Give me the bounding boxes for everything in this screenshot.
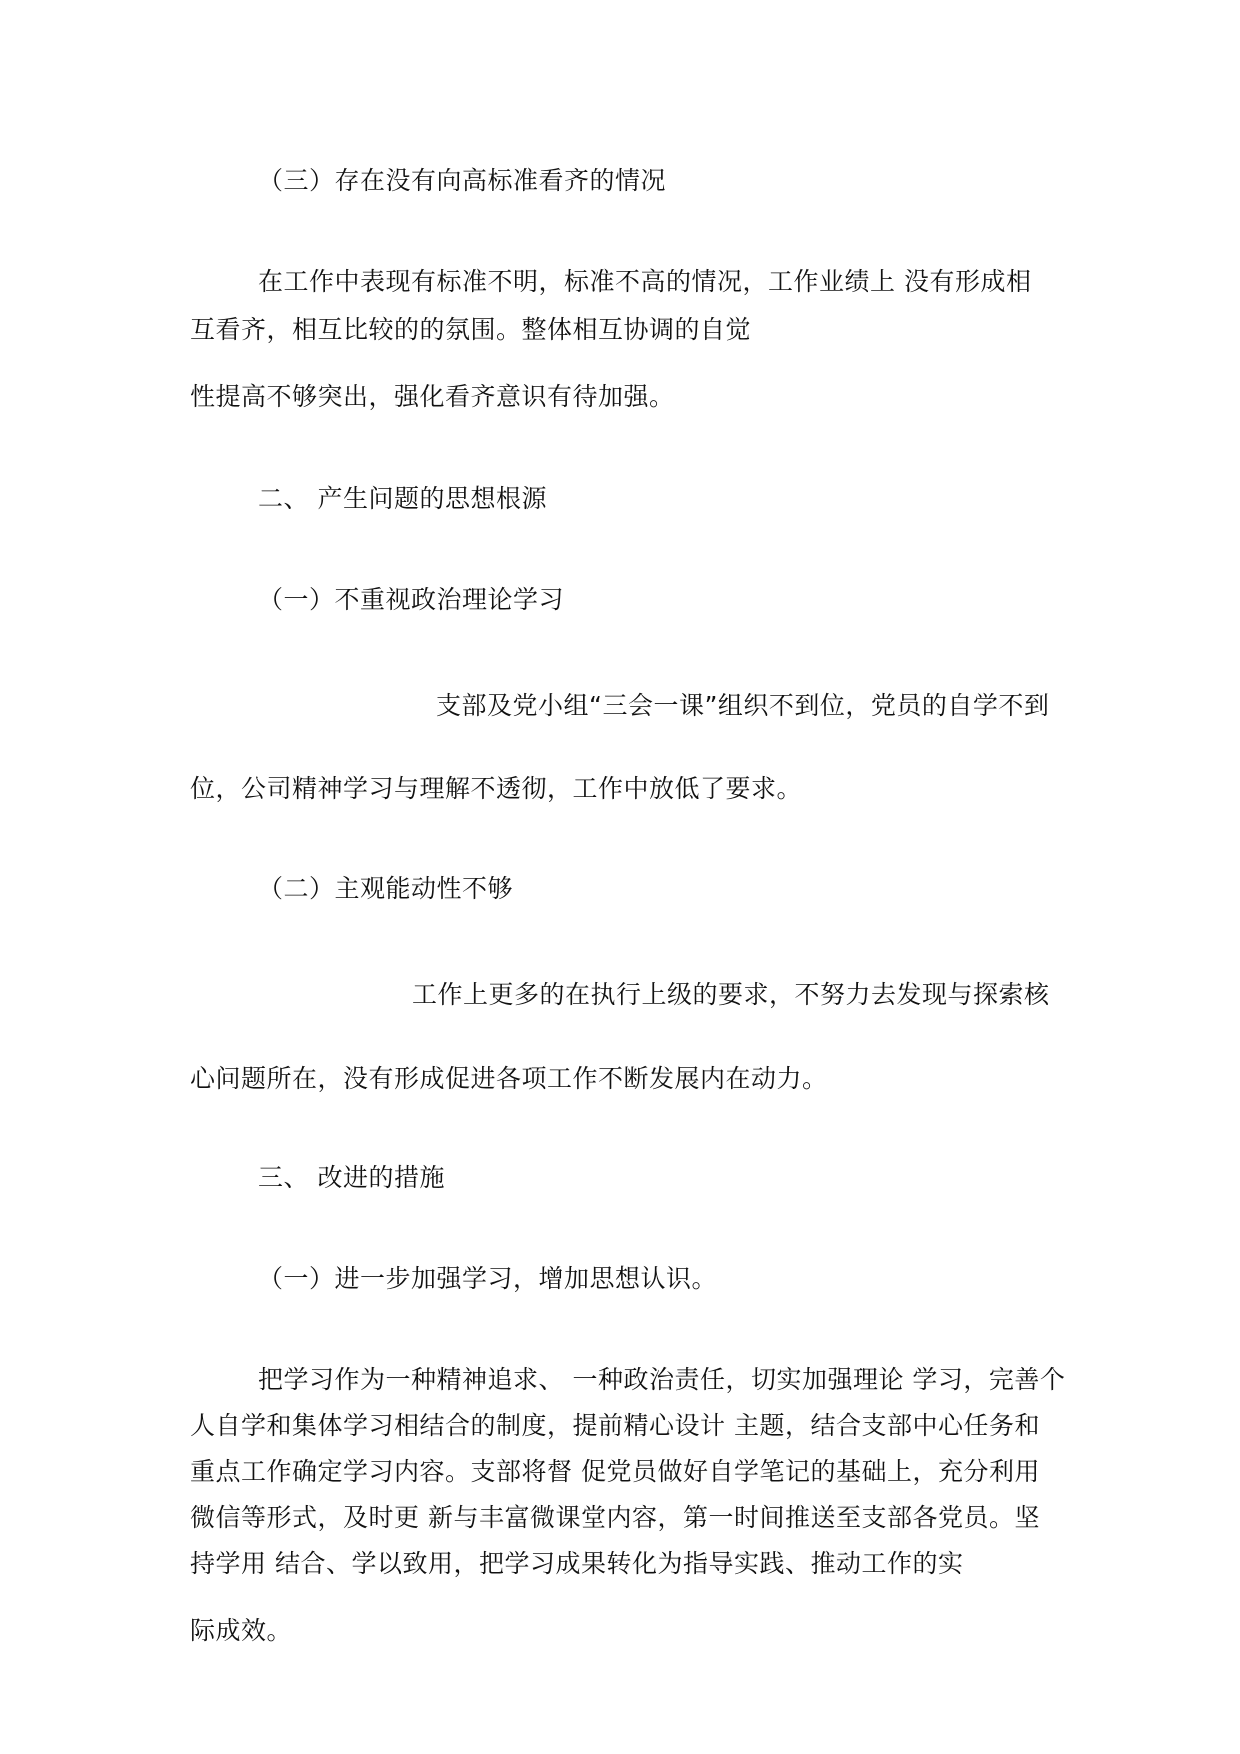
para-3-line-3: 性提高不够突出，强化看齐意识有待加强。 <box>190 382 675 411</box>
part-2-heading: 二、 产生问题的思想根源 <box>258 484 547 513</box>
part-2-sub-2-para-line-2: 心问题所在，没有形成促进各项工作不断发展内在动力。 <box>190 1064 828 1093</box>
part-3-sub-1-para-line-2: 人自学和集体学习相结合的制度，提前精心设计 主题，结合支部中心任务和 <box>190 1411 1040 1440</box>
part-2-sub-1-heading: （一）不重视政治理论学习 <box>258 585 565 614</box>
part-3-sub-1-para-line-1: 把学习作为一种精神追求、 一种政治责任，切实加强理论 学习，完善个 <box>258 1365 1066 1394</box>
part-3-sub-1-para-line-5: 持学用 结合、学以致用，把学习成果转化为指导实践、推动工作的实 <box>190 1549 964 1578</box>
section-3-heading: （三）存在没有向高标准看齐的情况 <box>258 166 667 195</box>
para-3-line-2: 互看齐，相互比较的的氛围。整体相互协调的自觉 <box>190 315 752 344</box>
part-3-sub-1-para-line-3: 重点工作确定学习内容。支部将督 促党员做好自学笔记的基础上，充分利用 <box>190 1457 1040 1486</box>
part-3-sub-1-para-line-4: 微信等形式，及时更 新与丰富微课堂内容，第一时间推送至支部各党员。坚 <box>190 1503 1040 1532</box>
part-2-sub-1-para-line-1: 支部及党小组“三会一课”组织不到位，党员的自学不到 <box>436 691 1050 720</box>
part-2-sub-1-para-line-2: 位，公司精神学习与理解不透彻，工作中放低了要求。 <box>190 774 803 803</box>
part-2-sub-2-para-line-1: 工作上更多的在执行上级的要求，不努力去发现与探索核 <box>412 980 1050 1009</box>
part-3-sub-1-para-line-6: 际成效。 <box>190 1616 293 1645</box>
part-2-sub-2-heading: （二）主观能动性不够 <box>258 874 514 903</box>
para-3-line-1: 在工作中表现有标准不明，标准不高的情况，工作业绩上 没有形成相 <box>258 267 1032 296</box>
part-3-sub-1-heading: （一）进一步加强学习，增加思想认识。 <box>258 1264 718 1293</box>
part-3-heading: 三、 改进的措施 <box>258 1163 445 1192</box>
